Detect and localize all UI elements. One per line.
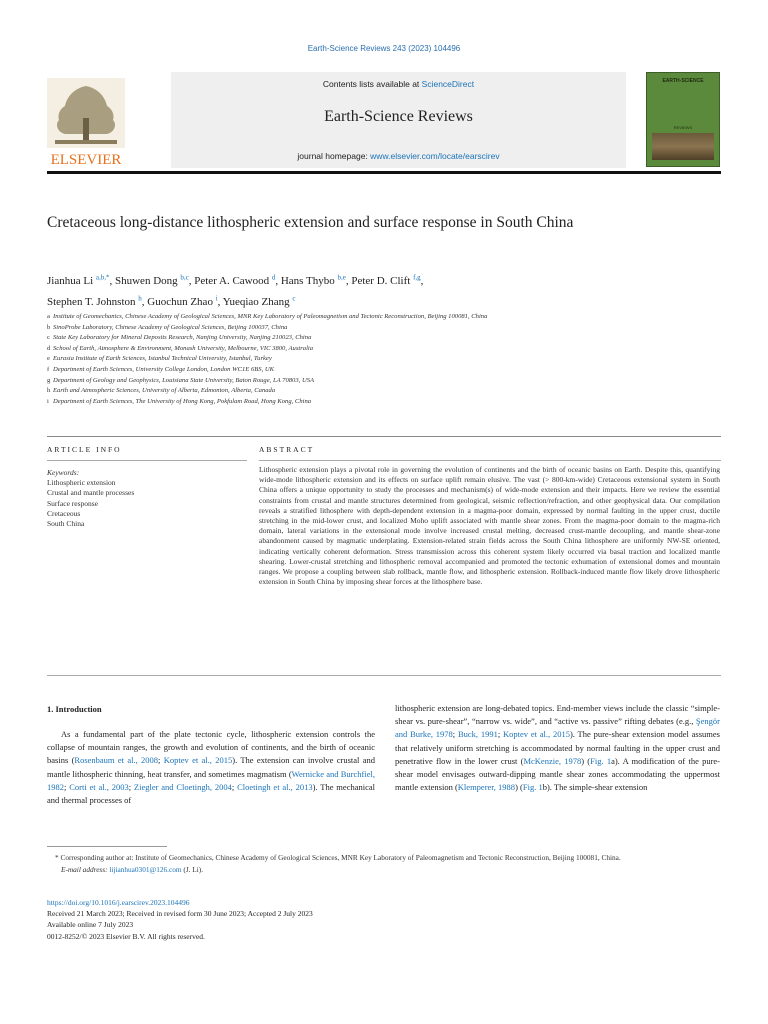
- email-label: E-mail address:: [61, 864, 110, 874]
- citation-link[interactable]: Wernicke and Burchfiel, 1982: [47, 768, 375, 792]
- body-text: ). The pure-shear extension model assumes that relatively uniform stretching is accommodated by normal faulting in the upper crust and penetrative flow in the lower crust (: [395, 729, 720, 766]
- abstract-divider: [259, 460, 721, 461]
- body-text: ;: [497, 729, 503, 740]
- section-heading-introduction: 1. Introduction: [47, 704, 102, 714]
- cover-subtitle: REVIEWS: [673, 125, 693, 130]
- author-list: [47, 268, 727, 311]
- body-text: lithospheric extension are long-debated topics. End-member views include the classic “simple-shear vs. pure-shear”, “narrow vs. wide”, and “active vs. passive” rifting debates (e.g.,: [395, 703, 720, 727]
- received-dates: Received 21 March 2023; Received in revised form 30 June 2023; Accepted 2 July 2023: [47, 909, 313, 919]
- body-text: ) (: [515, 782, 523, 793]
- author-6[interactable]: Stephen T. Johnston $^h$,: [47, 294, 148, 309]
- body-text: ;: [231, 781, 238, 792]
- affiliation-item: e Eurasia Institute of Earth Sciences, Istanbul Technical University, Istanbul, Turkey: [47, 355, 272, 363]
- citation-link[interactable]: Buck, 1991: [457, 729, 498, 740]
- footnote-rule: [47, 846, 167, 847]
- affiliation-item: f Department of Earth Sciences, University College London, London WC1E 6BS, UK: [47, 365, 275, 373]
- abstract-bottom-rule: [47, 675, 721, 676]
- citation-link[interactable]: Fig. 1: [522, 782, 543, 793]
- body-text: ). The mechanical and thermal processes of: [47, 781, 376, 806]
- corresponding-author-note: * Corresponding author at: Institute of Geomechanics, Chinese Academy of Geological Sciences, MNR Key Laboratory of Paleomagnetism and Tectonic Reconstruction, Beijing 100081, China.: [55, 853, 621, 862]
- keywords-block: [47, 468, 247, 529]
- citation-link[interactable]: Koptev et al., 2015: [163, 755, 233, 766]
- author-5[interactable]: Peter D. Clift $^{f,g}$,: [351, 273, 424, 287]
- article-metadata: [47, 897, 721, 942]
- affiliation-item: h Earth and Atmospheric Sciences, University of Alberta, Edmonton, Alberta, Canada: [47, 387, 276, 395]
- body-text: ;: [128, 781, 134, 792]
- contents-prefix: Contents lists available at: [322, 79, 422, 89]
- affiliation-item: a Institute of Geomechanics, Chinese Academy of Geological Sciences, MNR Key Laboratory of Paleomagnetism and Tectonic Reconstruction, Beijing 100081, China: [47, 313, 488, 320]
- citation-link[interactable]: McKenzie, 1978: [523, 755, 582, 766]
- doi-link[interactable]: https://doi.org/10.1016/j.earscirev.2023.104496: [47, 898, 190, 907]
- body-text: ). The extension can involve crustal and mantle lithospheric thinning, heat transfer, and sometimes magmatism (: [47, 755, 375, 779]
- cover-image: [652, 133, 714, 160]
- keyword-item: Crustal and mantle processes: [47, 488, 135, 498]
- affiliation-item: b SinoProbe Laboratory, Chinese Academy of Geological Sciences, Beijing 100037, China: [47, 323, 288, 331]
- citation-link[interactable]: Şengör and Burke, 1978: [395, 716, 720, 740]
- citation-link[interactable]: Ziegler and Cloetingh, 2004: [133, 781, 232, 792]
- elsevier-wordmark: ELSEVIER: [50, 152, 122, 168]
- author-4[interactable]: Hans Thybo $^{b,e}$,: [280, 273, 352, 287]
- body-column-left: [47, 728, 375, 807]
- elsevier-logo: [47, 78, 125, 170]
- citation-link[interactable]: Koptev et al., 2015: [503, 729, 570, 740]
- keyword-item: Cretaceous: [47, 508, 81, 518]
- email-link[interactable]: lijianhua0301@126.com: [109, 864, 182, 874]
- citation-link[interactable]: Cloetingh et al., 2013: [237, 781, 313, 792]
- author-2[interactable]: Shuwen Dong $^{b,c}$,: [115, 273, 195, 287]
- journal-name: Earth-Science Reviews: [324, 108, 473, 125]
- keyword-item: Surface response: [47, 498, 99, 508]
- citation-link[interactable]: Rosenbaum et al., 2008: [74, 755, 159, 766]
- contents-line: [171, 79, 626, 89]
- journal-homepage-link[interactable]: www.elsevier.com/locate/earscirev: [370, 151, 500, 161]
- footnote: [47, 852, 721, 875]
- body-text: a). A modification of the pure-shear model envisages outward-dipping mantle shear zones accommodating the uppermost mantle extension (: [395, 755, 721, 793]
- sciencedirect-link[interactable]: ScienceDirect: [421, 79, 475, 89]
- cover-title: EARTH-SCIENCE: [662, 78, 704, 84]
- author-1[interactable]: Jianhua Li $^{a,b,*}$,: [47, 273, 115, 287]
- abstract-heading: ABSTRACT: [259, 445, 315, 454]
- copyright: 0012-8252/© 2023 Elsevier B.V. All rights reserved.: [47, 931, 205, 941]
- available-online: Available online 7 July 2023: [47, 920, 134, 930]
- affiliation-list: [47, 312, 727, 407]
- journal-citation[interactable]: Earth-Science Reviews 243 (2023) 104496: [307, 44, 461, 53]
- keyword-item: Lithospheric extension: [47, 478, 116, 488]
- journal-homepage-line: [171, 151, 626, 161]
- author-8[interactable]: Yueqiao Zhang $^c$: [222, 294, 296, 309]
- citation-link[interactable]: Klemperer, 1988: [457, 782, 516, 793]
- citation-link[interactable]: Corti et al., 2003: [69, 781, 129, 792]
- header-rule: [47, 171, 721, 174]
- article-info-divider: [47, 460, 247, 461]
- journal-cover-thumbnail[interactable]: [646, 72, 720, 167]
- keywords-label: Keywords:: [47, 468, 80, 477]
- body-text: b). The simple-shear extension: [542, 782, 648, 793]
- body-text: As a fundamental part of the plate tectonic cycle, lithospheric extension controls the collapse of mountain ranges, the growth and evolution of continents, and the birth of oceanic basins (: [47, 729, 375, 766]
- article-title: Cretaceous long-distance lithospheric extension and surface response in South China: [47, 214, 574, 231]
- body-text: ;: [64, 781, 70, 792]
- author-7[interactable]: Guochun Zhao $^i$,: [147, 294, 223, 309]
- body-text: ) (: [581, 755, 591, 766]
- email-suffix: (J. Li).: [181, 864, 204, 874]
- affiliation-item: d School of Earth, Atmosphere & Environment, Monash University, Melbourne, VIC 3800, Australia: [47, 344, 314, 352]
- article-info-heading: ARTICLE INFO: [47, 445, 122, 454]
- section-divider: [47, 436, 721, 437]
- abstract-text: Lithospheric extension plays a pivotal role in governing the evolution of continents and the birth of oceanic basins on Earth. Despite this, quantifying wide-mode lithospheric extension and its effects on surface uplift remain elusive. The vast (> 800-km-wide) Cretaceous extensional system in South China offers a unique opportunity to study the processes and mechanism(s) of wide-mode extension and their impacts. Here we review the essential constraints from crustal and mantle structures determined from geological, seismic reflection/refraction, and other geophysical data. Our compilation reveals a stratified lithosphere with depth-dependent extension in a magma-poor domain, expressed by normal faulting in the upper crust, ductile stretching in the mid-lower crust, and localized Moho uplift associated with mantle shear zones. From the magma-poor domain to the magma-rich domain, lateral variations in the extensional mode involve increased crustal melting, decreased crust-mantle decoupling, and mantle shear-zone abandonment caused by magmatic underplating. Extension-related strain fields across the South China lithosphere are uniformly NW-SE oriented, indicating vertically coherent deformation. Stress transmission across this coherent system likely occurred via basal traction and localized mantle shearing. Lower-crustal stretching and lithospheric removal accompanied and promoted the tectonic exhumation of extensional domes and mountain ranges. We propose a coupling between slab rollback, mantle flow, and lithospheric extension. Rollback-induced mantle flow likely drove lithospheric extension in South China by imposing shear forces at the lithosphere base.: [259, 465, 720, 587]
- homepage-prefix: journal homepage:: [297, 151, 371, 161]
- citation-link[interactable]: Fig. 1: [590, 755, 612, 766]
- email-line: [47, 864, 721, 876]
- author-3[interactable]: Peter A. Cawood $^d$,: [194, 273, 281, 287]
- body-column-right: [395, 702, 720, 794]
- affiliation-item: i Department of Earth Sciences, The University of Hong Kong, Pokfulam Road, Hong Kong, China: [47, 397, 312, 405]
- keyword-item: South China: [47, 519, 85, 529]
- affiliation-item: g Department of Geology and Geophysics, Louisiana State University, Baton Rouge, LA 70803, USA: [47, 376, 315, 384]
- affiliation-item: c State Key Laboratory for Mineral Deposits Research, Nanjing University, Nanjing 210023, China: [47, 334, 312, 342]
- body-text: ;: [158, 755, 164, 766]
- body-text: ;: [452, 729, 458, 740]
